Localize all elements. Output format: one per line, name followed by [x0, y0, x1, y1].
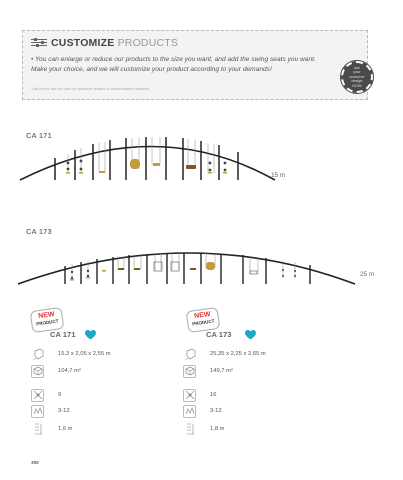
area-icon — [31, 365, 44, 378]
spec-row-dimensions — [31, 347, 111, 361]
badge-line: NOW — [352, 83, 362, 88]
customize-note: *List prices are not valid for products related to customization requests. — [31, 87, 151, 91]
fall-height-icon — [31, 423, 44, 436]
customize-title-light: PRODUCTS — [117, 37, 179, 49]
swing-drawing-ca171 — [0, 125, 403, 185]
users-icon — [183, 389, 196, 402]
spec-row-users — [183, 388, 216, 402]
customize-title-bold: CUSTOMIZE — [51, 37, 115, 49]
customize-badge — [341, 61, 373, 93]
area-icon — [183, 365, 196, 378]
spec-row-area — [31, 364, 81, 378]
page-number: 398 — [31, 460, 39, 465]
spec-value: 1,8 m — [210, 426, 225, 432]
spec-row-area — [183, 364, 233, 378]
spec-value: 104,7 m² — [58, 368, 81, 374]
spec-row-users — [31, 388, 61, 402]
product-code-ca173: CA 173 — [26, 227, 52, 236]
spec-value: 15,3 x 2,05 x 2,55 m — [58, 351, 111, 357]
spec-value: 3-12 — [210, 408, 222, 414]
badge-line: customer — [349, 74, 365, 79]
age-icon — [183, 405, 196, 418]
spec-row-fall-height — [31, 422, 73, 436]
length-label-ca173: 25 m — [360, 271, 375, 278]
dimensions-icon — [31, 348, 44, 361]
spec-value: 25,35 x 2,25 x 2,65 m — [210, 351, 266, 357]
heart-icon[interactable] — [85, 330, 96, 340]
product-label: PRODUCT — [191, 318, 215, 327]
age-icon — [31, 405, 44, 418]
spec-row-dimensions — [183, 347, 266, 361]
badge-line: design — [351, 79, 363, 84]
badge-line: ask — [354, 65, 360, 70]
spec-row-age — [31, 404, 70, 418]
product-label: PRODUCT — [35, 318, 59, 327]
customize-description: • You can enlarge or reduce our products to the size you want, and add the swing seats you want. Make your choice, and we will customize your product according to your demands! — [31, 56, 316, 73]
spec-value: 1,6 m — [58, 426, 73, 432]
spec-value: 9 — [58, 392, 62, 398]
length-label-ca171: 15 m — [271, 172, 286, 179]
spec-row-age — [183, 404, 222, 418]
dimensions-icon — [183, 348, 196, 361]
new-label: NEW — [37, 310, 55, 321]
swing-drawing-ca173 — [0, 240, 403, 290]
customize-title — [31, 37, 178, 49]
spec-code-ca173: CA 173 — [206, 330, 232, 339]
spec-code-ca171: CA 171 — [50, 330, 76, 339]
product-code-ca171: CA 171 — [26, 131, 52, 140]
badge-line: your — [353, 70, 361, 75]
fall-height-icon — [183, 423, 196, 436]
new-label: NEW — [193, 310, 211, 321]
spec-row-fall-height — [183, 422, 225, 436]
spec-value: 16 — [210, 392, 217, 398]
users-icon — [31, 389, 44, 402]
spec-value: 149,7 m² — [210, 368, 233, 374]
sliders-icon — [31, 38, 47, 47]
spec-value: 3-12 — [58, 408, 70, 414]
heart-icon[interactable] — [245, 330, 256, 340]
customize-panel — [22, 30, 368, 100]
